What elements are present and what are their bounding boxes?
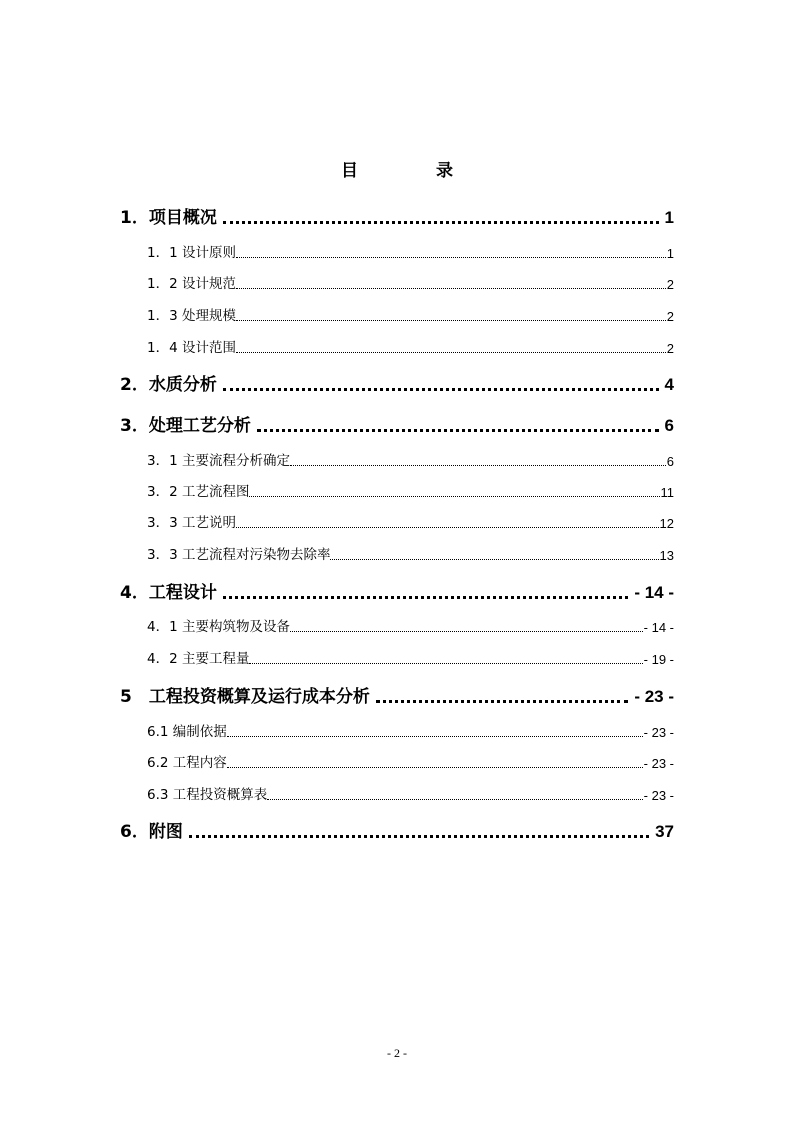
toc-leader — [257, 429, 659, 432]
toc-entry-label: 3．1 主要流程分析确定 — [147, 453, 290, 469]
toc-entry-page: 2 — [666, 277, 674, 292]
toc-entry-4-1[interactable] — [147, 617, 674, 635]
toc-leader — [236, 320, 666, 321]
toc-entry-page: - 23 - — [643, 788, 674, 803]
toc-leader — [236, 257, 666, 258]
toc-entry-2[interactable] — [120, 371, 674, 395]
toc-leader — [376, 700, 628, 703]
toc-leader — [330, 559, 658, 560]
toc-leader — [236, 527, 659, 528]
toc-entry-label: 3．2 工艺流程图 — [147, 484, 250, 500]
toc-entry-page: - 19 - — [643, 652, 674, 667]
toc-entry-label: 1．1 设计原则 — [147, 245, 236, 261]
toc-entry-3-4[interactable] — [147, 545, 674, 563]
toc-entry-page: 4 — [664, 375, 674, 394]
toc-entry-page: - 23 - — [634, 687, 674, 706]
toc-entry-1[interactable] — [120, 204, 674, 228]
toc-entry-label: 2．水质分析 — [120, 375, 217, 395]
toc-entry-4-2[interactable] — [147, 649, 674, 667]
toc-entry-label: 4．1 主要构筑物及设备 — [147, 619, 290, 635]
toc-leader — [223, 388, 659, 391]
toc-entry-page: - 23 - — [643, 756, 674, 771]
toc-entry-label: 6.3 工程投资概算表 — [147, 787, 268, 803]
toc-leader — [249, 663, 642, 664]
page-number-footer: - 2 - — [387, 1046, 407, 1060]
toc-entry-4[interactable] — [120, 579, 674, 603]
toc-entry-label: 3．3 工艺流程对污染物去除率 — [147, 547, 331, 563]
toc-entry-6-2[interactable] — [147, 753, 674, 771]
toc-entry-3[interactable] — [120, 412, 674, 436]
toc-entry-page: 1 — [664, 208, 674, 227]
toc-leader — [267, 799, 642, 800]
toc-entry-label: 1．项目概况 — [120, 208, 217, 228]
toc-entry-page: 11 — [660, 485, 674, 500]
toc-leader — [249, 496, 659, 497]
toc-entry-label: 3．3 工艺说明 — [147, 515, 236, 531]
toc-entry-page: 2 — [666, 309, 674, 324]
toc-entry-5[interactable] — [120, 683, 674, 707]
toc-entry-page: - 14 - — [634, 583, 674, 602]
toc-entry-page: - 14 - — [643, 620, 674, 635]
toc-entry-label: 6．附图 — [120, 822, 183, 842]
toc-entry-3-3[interactable] — [147, 513, 674, 531]
toc-entry-1-2[interactable] — [147, 274, 674, 292]
toc-leader — [236, 288, 666, 289]
toc-entry-1-1[interactable] — [147, 243, 674, 261]
toc-entry-3-2[interactable] — [147, 482, 674, 500]
toc-leader — [290, 465, 666, 466]
toc-entry-page: 12 — [659, 516, 674, 531]
toc-entry-page: 6 — [664, 416, 674, 435]
toc-entry-page: - 23 - — [643, 725, 674, 740]
toc-entry-label: 1．3 处理规模 — [147, 308, 236, 324]
toc-leader — [236, 352, 666, 353]
toc-entry-page: 37 — [655, 822, 674, 841]
toc-entry-1-4[interactable] — [147, 338, 674, 356]
toc-leader — [223, 221, 659, 224]
toc-entry-page: 1 — [666, 246, 674, 261]
toc-title: 目 录 — [341, 161, 489, 181]
toc-entry-label: 6.2 工程内容 — [147, 755, 227, 771]
toc-entry-3-1[interactable] — [147, 451, 674, 469]
toc-leader — [189, 835, 649, 838]
toc-leader — [227, 767, 643, 768]
toc-leader — [290, 631, 643, 632]
toc-entry-6[interactable] — [120, 818, 674, 842]
toc-entry-label: 5 工程投资概算及运行成本分析 — [120, 687, 370, 707]
toc-leader — [223, 596, 628, 599]
toc-entry-page: 6 — [666, 454, 674, 469]
toc-entry-6-1[interactable] — [147, 722, 674, 740]
toc-entry-label: 6.1 编制依据 — [147, 724, 227, 740]
toc-leader — [227, 736, 643, 737]
toc-entry-label: 4．工程设计 — [120, 583, 217, 603]
toc-entry-1-3[interactable] — [147, 306, 674, 324]
toc-entry-label: 1．4 设计范围 — [147, 340, 236, 356]
toc-entry-page: 13 — [659, 548, 674, 563]
toc-entry-label: 4．2 主要工程量 — [147, 651, 250, 667]
toc-entry-page: 2 — [666, 341, 674, 356]
toc-entry-label: 1．2 设计规范 — [147, 276, 236, 292]
toc-entry-6-3[interactable] — [147, 785, 674, 803]
toc-entry-label: 3．处理工艺分析 — [120, 416, 251, 436]
